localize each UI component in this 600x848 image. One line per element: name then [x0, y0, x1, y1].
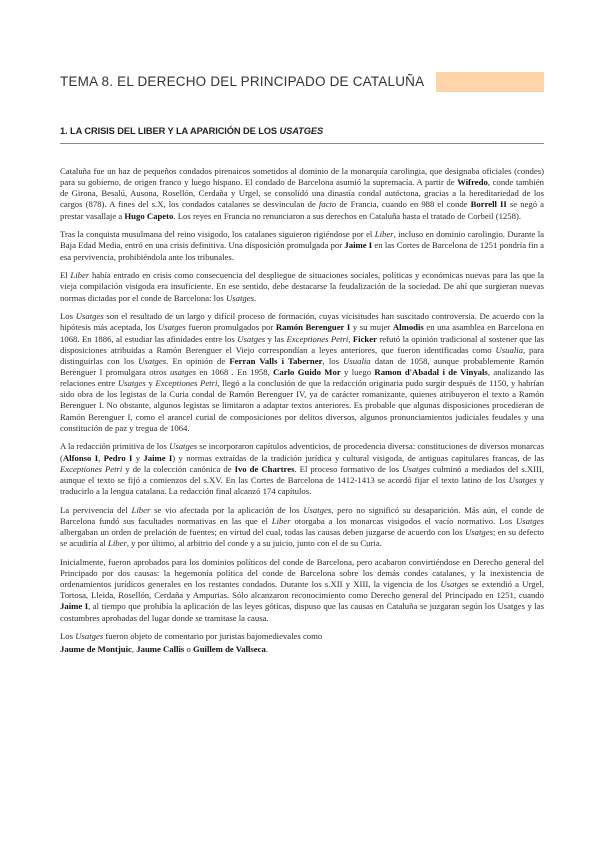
italic-term: Liber: [131, 504, 151, 515]
text-run: , para distinguirlas con los: [60, 344, 544, 366]
chapter-title-bar: [60, 72, 544, 92]
italic-term: Usatges: [464, 527, 493, 538]
text-run: se negó a prestar vasallaje a: [60, 199, 545, 221]
text-run: y: [132, 452, 144, 463]
text-run: . Los reyes en Francia no renunciaron a sus derechos en Cataluña hasta el tratado de Corbeil (1258).: [173, 210, 522, 221]
text-run: albergaban un orden de prelación de fuentes; en virtud del cual, todas las causas deben juzgarse de acuerdo con los: [60, 527, 465, 538]
bold-term: Alfonso I: [62, 452, 99, 463]
paragraph-7: [60, 557, 544, 624]
bold-term: Carlo Guido Mor: [273, 367, 341, 377]
title-highlight-band: [436, 72, 544, 92]
italic-term: Usatges: [75, 311, 104, 322]
text-run: se incorporaron capítulos adventicios, de procedencia diversa: constituciones de diversos monarcas (: [60, 441, 544, 463]
text-run: . En opinión de: [166, 355, 230, 366]
text-run: había entrado en crisis como consecuencia del despliegue de situaciones sociales, políticas y económicas nuevas para las que la vieja compilación visigoda era insuficiente. En ese sentido, debe destacarse la feudalización de la sociedad. De ahí que surgieran nuevas normas dictadas por el conde de Barcelona: los: [60, 270, 544, 303]
text-run: y traducirlo a la lengua catalana. La redacción final alcanzó 174 capítulos.: [60, 474, 544, 497]
text-run: en 1068 . En 1958,: [196, 367, 274, 377]
text-run: y las: [265, 333, 287, 344]
italic-term: Liber: [374, 229, 394, 240]
text-run: de Francia, cuando en 988 el conde: [336, 199, 471, 210]
italic-term: Liber: [70, 270, 90, 281]
text-run: , llegó a la conclusión de que la redacción originaria pudo surgir después de 1150, y habrían sido obra de los legistas de la Curia condal de Ramón Berenguer IV, ya de carácter romanizante, quienes atribuyeron el texto a Ramón Berenguer I. No obstante, algunos legistas se limitaron a adaptar textos anteriores. Es probable que algunas disposiciones procedieran de Ramón Berenguer I, como el arancel curial de composiciones por delitos diversos, algunos pronunciamientos judiciales feudales y una constitución de paz y tregua de 1064.: [60, 378, 545, 433]
italic-term: Usatges: [117, 378, 146, 389]
chapter-title: TEMA 8. EL DERECHO DEL PRINCIPADO DE CATALUÑA: [60, 74, 425, 89]
section-heading-text: 1. LA CRISIS DEL LIBER Y LA APARICIÓN DE LOS: [60, 126, 280, 136]
italic-term: facto: [318, 199, 337, 210]
text-run: en las Cortes de Barcelona de 1251 pondría fin a esa pervivencia, prohibiéndola ante los tribunales.: [60, 240, 545, 262]
text-run: fueron objeto de comentario por juristas bajomedievales como: [103, 631, 323, 642]
text-run: , y por último, al arbitrio del conde y a su juicio, junto con el de su Curia.: [126, 538, 382, 549]
text-run: se extendió a Urgel, Tortosa, Lleida, Rosellón, Cerdaña y Ampurias. Sólo alcanzaron reconocimiento como Derecho general del Principado en 1251, cuando: [60, 579, 544, 601]
text-run: El: [60, 270, 71, 281]
paragraph-8: [60, 631, 544, 642]
italic-term: Usatges: [237, 333, 266, 344]
text-run: fueron promulgados por: [185, 322, 276, 333]
text-run: .: [253, 292, 257, 303]
paragraph-1: [60, 166, 544, 222]
text-run: en una asamblea en Barcelona en 1068. En 1886, al estudiar las afinidades entre los: [60, 322, 544, 344]
italic-term: Usatges: [225, 292, 254, 303]
text-run: ,: [348, 333, 353, 344]
text-run: ,: [131, 644, 137, 655]
paragraph-4: [60, 311, 544, 434]
bold-term: Ramon d'Abadal i de Vinyals: [374, 367, 488, 377]
italic-term: Usatges: [138, 355, 167, 366]
italic-term: Usatges: [508, 474, 537, 485]
bold-term: Jaime I: [143, 452, 173, 463]
text-run: Cataluña fue un haz de pequeños condados pirenaicos sometidos al dominio de la monarquía carolingia, que designaba oficiales (condes) para su gobierno, de origen franco y luego hispano. El condado de Barcelona asumió la supremacía. A partir de: [60, 166, 544, 188]
text-run: refutó la opinión tradicional al sostener que las disposiciones atribuidas a Ramón Berenguer el Viejo correspondían a leyes anteriores, que fueron identificadas como: [60, 333, 545, 355]
bold-term: Pedro I: [103, 452, 133, 463]
text-run: culminó a mediados del s.XIII, aunque el texto se fijó a comienzos del s.XV. En las Cortes de Barcelona de 1412-1413 se acordó fijar el texto latino de los: [60, 463, 544, 485]
text-run: ,: [98, 452, 104, 463]
text-run: Inicialmente, fueron aprobados para los dominios políticos del conde de Barcelona, pero acabaron convirtiéndose en Derecho general del Principado por dos causas: la hegemonía política del conde de Barcelona sobre los demás condes catalanes, y la inexistencia de ordenamientos jurídicos generales en los restantes condados. Durante los s.XII y XIII, la vigencia de los: [60, 556, 544, 590]
text-run: Tras la conquista musulmana del reino visigodo, los catalanes siguieron rigiéndose por el: [60, 229, 375, 240]
bold-term: Almodis: [392, 322, 424, 333]
text-run: .: [265, 644, 269, 655]
text-run: se vio afectada por la aplicación de los: [150, 504, 304, 515]
body-text: [60, 166, 544, 663]
italic-term: Usatges: [402, 463, 431, 474]
text-run: , analizando las relaciones entre: [60, 367, 544, 389]
text-run: La pervivencia del: [60, 504, 132, 515]
paragraph-6: [60, 505, 544, 550]
italic-term: Usatges: [516, 515, 544, 526]
text-run: ; en su defecto se acudiría al: [60, 527, 544, 549]
bold-term: Jaume Callis: [136, 644, 185, 655]
italic-term: Exceptiones Petri: [286, 333, 349, 344]
italic-term: Usatges: [75, 631, 104, 642]
italic-term: Exceptiones Petri: [60, 463, 123, 474]
section-heading: [60, 126, 544, 136]
italic-term: Usatges: [157, 322, 186, 333]
text-run: , al tiempo que prohibía la aplicación de las leyes góticas, dispuso que las causas en Cataluña se juzgaran según los Usatges y las costumbres aprobadas del lugar donde se tramitase la causa.: [60, 601, 544, 623]
text-run: Los: [60, 631, 76, 642]
bold-term: Guillem de Vallseca: [192, 644, 266, 655]
section-heading-italic: USATGES: [279, 126, 324, 136]
bold-term: Ferran Valls i Taberner: [229, 355, 323, 366]
text-run: y su mujer: [350, 322, 393, 333]
text-run: , los: [322, 355, 344, 366]
bold-term: Jaume de Montjuic: [60, 644, 132, 655]
italic-term: Exceptiones Petri: [155, 378, 218, 389]
bold-term: Ramón Berenguer I: [275, 322, 351, 333]
paragraph-2: [60, 229, 544, 262]
bold-term: Jaime I: [344, 240, 373, 251]
italic-term: Usualia: [343, 355, 371, 366]
italic-term: Usatges: [303, 504, 332, 515]
bold-term: Ivo de Chartres: [234, 463, 295, 474]
text-run: son el resultado de un largo y difícil proceso de formación, cuyas vicisitudes han suscitado controversia. De acuerdo con la hipótesis más aceptada, los: [60, 311, 544, 333]
italic-term: usatges: [169, 367, 197, 377]
text-run: , incluso en dominio carolingio. Durante la Baja Edad Media, entró en una crisis definitiva. Una disposición promulgada por: [60, 229, 544, 251]
paragraph-3: [60, 270, 544, 303]
text-run: , pero no significó su desaparición. Más aún, el conde de Barcelona fundó sus facultades normativas en las que el: [60, 504, 545, 526]
text-run: . El proceso formativo de los: [294, 463, 403, 474]
text-run: ) y normas extraídas de la tradición jurídica y cultural visigoda, de antiguas capitulares francas, de las: [172, 452, 545, 463]
text-run: A la redacción primitiva de los: [60, 441, 170, 452]
text-run: y: [145, 378, 156, 389]
bold-term: Wifredo: [457, 177, 488, 188]
italic-term: Usatges: [440, 579, 469, 590]
paragraph-9: [60, 644, 544, 655]
section-divider: [60, 143, 544, 144]
text-run: datan de 1058, aunque probablemente Ramón Berenguer I promulgara otros: [60, 355, 544, 377]
text-run: otorgaba a los monarcas visigodos el vacío normativo. Los: [290, 515, 516, 526]
italic-term: Liber: [108, 538, 127, 549]
italic-term: Usualia: [495, 344, 523, 355]
bold-term: Hugo Capeto: [124, 210, 174, 221]
text-run: y de la colección canónica de: [122, 463, 235, 474]
bold-term: Borrell II: [470, 199, 507, 210]
text-run: y luego: [340, 367, 375, 377]
text-run: Los: [60, 311, 76, 322]
bold-term: Jaime I: [60, 601, 89, 612]
text-run: o: [184, 644, 193, 655]
bold-term: Ficker: [352, 333, 377, 344]
paragraph-5: [60, 441, 544, 497]
text-run: , conde también de Girona, Besalú, Ausona, Rosellón, Cerdaña y Urgel, se consolidó una dinastía condal autóctona, gracias a la hereditariedad de los cargos (878). A fines del s.X, los condados catalanes se desvinculan de: [60, 177, 544, 210]
italic-term: Liber: [271, 515, 291, 526]
italic-term: Usatges: [169, 441, 198, 452]
